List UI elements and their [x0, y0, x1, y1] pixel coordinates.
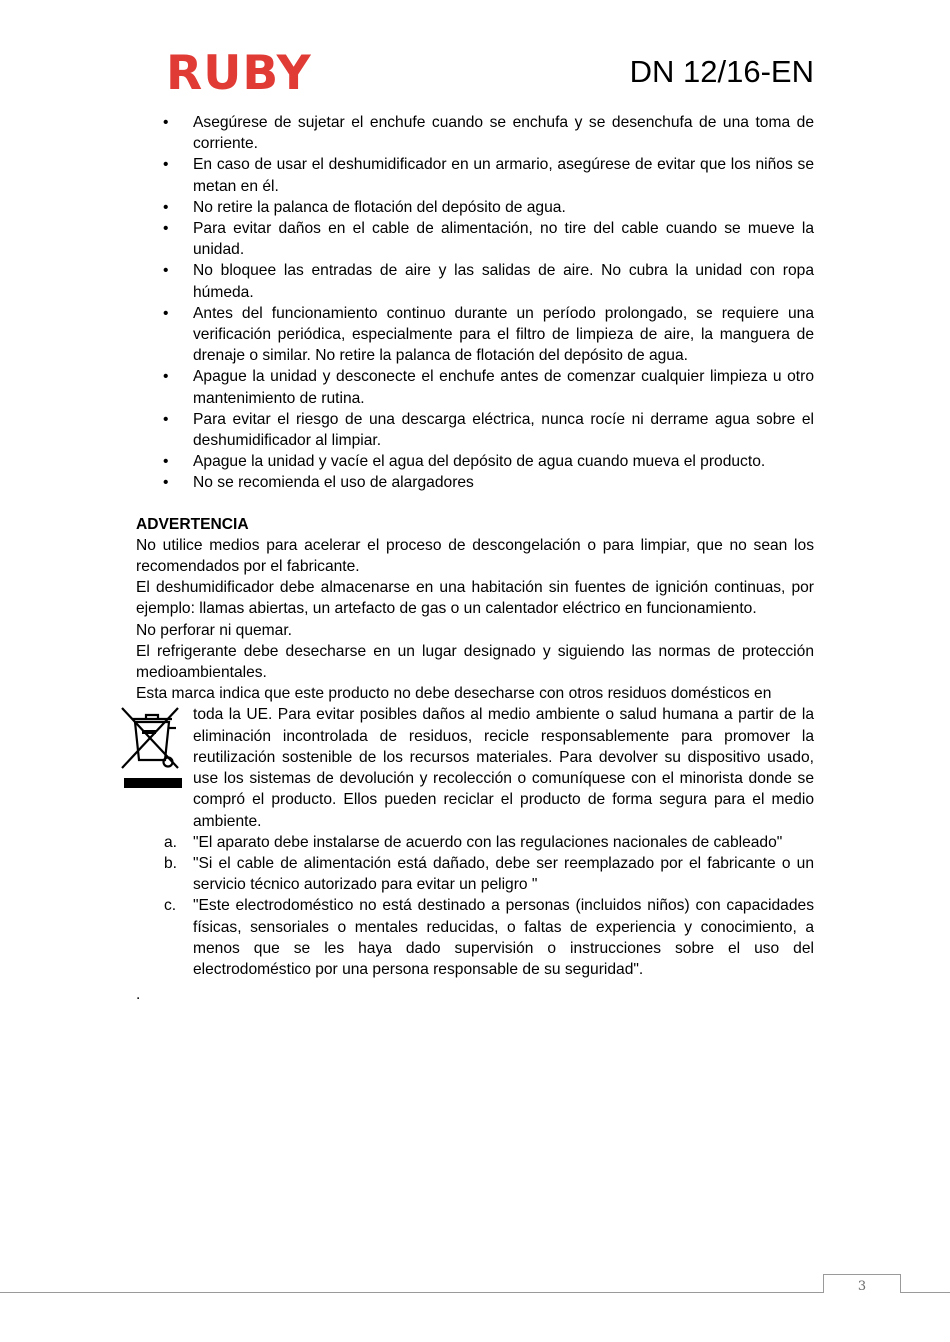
document-number: DN 12/16-EN — [629, 54, 814, 89]
bullet-text: Apague la unidad y desconecte el enchufe antes de comenzar cualquier limpieza u otro mantenimiento de rutina. — [193, 368, 814, 407]
list-item — [136, 366, 814, 408]
list-item — [136, 895, 814, 980]
warning-paragraph: No perforar ni quemar. — [136, 621, 293, 639]
bullet-text: Asegúrese de sujetar el enchufe cuando se enchufa y se desenchufa de una toma de corriente. — [193, 114, 814, 153]
lettered-list — [136, 832, 814, 980]
bullet-icon: • — [163, 410, 169, 428]
bullet-icon: • — [163, 220, 169, 238]
bullet-icon: • — [163, 198, 169, 216]
list-item — [136, 154, 814, 196]
bullet-icon: • — [163, 453, 169, 471]
bullet-text: No se recomienda el uso de alargadores — [193, 474, 474, 492]
list-item — [136, 832, 814, 853]
list-item — [136, 260, 814, 302]
bullet-icon: • — [163, 156, 169, 174]
list-marker: b. — [164, 854, 178, 872]
bullet-text: Para evitar daños en el cable de alimentación, no tire del cable cuando se mueve la unidad. — [193, 220, 814, 259]
list-item — [136, 197, 814, 218]
bullet-text: Apague la unidad y vacíe el agua del depósito de agua cuando mueva el producto. — [193, 453, 766, 471]
list-text: "Este electrodoméstico no está destinado a personas (incluidos niños) con capacidades físicas, sensoriales o mentales reducidas, o faltas de experiencia y conocimiento, a menos que se les haya dado supervisión o instrucciones sobre el uso del electrodoméstico por una persona responsable de su seguridad". — [193, 897, 814, 978]
list-marker: a. — [164, 833, 178, 851]
page-number: 3 — [857, 1279, 867, 1294]
warning-paragraph: El deshumidificador debe almacenarse en una habitación sin fuentes de ignición continuas, por ejemplo: llamas abiertas, un artefacto de gas o un calentador eléctrico en funcionamiento. — [136, 579, 814, 618]
weee-paragraph: toda la UE. Para evitar posibles daños al medio ambiente o salud humana a partir de la eliminación incontrolada de residuos, recicle responsablemente para promover la reutilización sostenible de los recursos materiales. Para devolver su dispositivo usado, use los sistemas de devolución y recolección o comuníquese con el minorista donde se compró el producto. Ellos pueden reciclar el producto de forma segura para el medio ambiente. — [193, 706, 814, 830]
bullet-text: Antes del funcionamiento continuo durante un período prolongado, se requiere una verificación periódica, especialmente para el filtro de limpieza de aire, la manguera de drenaje o similar. No retire la palanca de flotación del depósito de agua. — [193, 304, 814, 365]
list-item — [136, 303, 814, 367]
safety-bullet-list — [136, 112, 814, 494]
list-item — [136, 409, 814, 451]
warning-paragraph: No utilice medios para acelerar el proceso de descongelación o para limpiar, que no sean los recomendados por el fabricante. — [136, 536, 814, 576]
list-item — [136, 451, 814, 472]
list-marker: c. — [164, 897, 177, 915]
warning-paragraph: El refrigerante debe desecharse en un lugar designado y siguiendo las normas de protección medioambientales. — [136, 642, 814, 682]
trailing-dot: . — [136, 986, 141, 1004]
list-item — [136, 853, 814, 895]
bullet-text: En caso de usar el deshumidificador en un armario, asegúrese de evitar que los niños se metan en él. — [193, 156, 814, 195]
list-item — [136, 218, 814, 260]
bullet-text: Para evitar el riesgo de una descarga eléctrica, nunca rocíe ni derrame agua sobre el deshumidificador al limpiar. — [193, 410, 814, 450]
bullet-icon: • — [163, 304, 169, 322]
spacer — [136, 494, 814, 514]
weee-section — [136, 704, 814, 831]
bullet-icon: • — [163, 474, 169, 492]
bullet-text: No retire la palanca de flotación del depósito de agua. — [193, 198, 566, 216]
page-body — [136, 112, 814, 1005]
weee-lead-paragraph: Esta marca indica que este producto no debe desecharse con otros residuos domésticos en — [136, 685, 772, 703]
bullet-icon: • — [163, 114, 169, 131]
list-text: "Si el cable de alimentación está dañado, debe ser reemplazado por el fabricante o un servicio técnico autorizado para evitar un peligro " — [193, 854, 814, 894]
list-text: "El aparato debe instalarse de acuerdo con las regulaciones nacionales de cableado" — [193, 833, 783, 851]
brand-logo: RUBY — [166, 46, 312, 101]
crossed-out-wheelie-bin-icon — [118, 704, 186, 790]
bullet-text: No bloquee las entradas de aire y las salidas de aire. No cubra la unidad con ropa húmeda. — [193, 262, 814, 301]
warning-heading: ADVERTENCIA — [136, 515, 249, 533]
list-item — [136, 472, 814, 493]
bullet-icon: • — [163, 262, 169, 280]
bullet-icon: • — [163, 368, 169, 386]
list-item — [136, 112, 814, 154]
footer-rule — [0, 1292, 950, 1293]
